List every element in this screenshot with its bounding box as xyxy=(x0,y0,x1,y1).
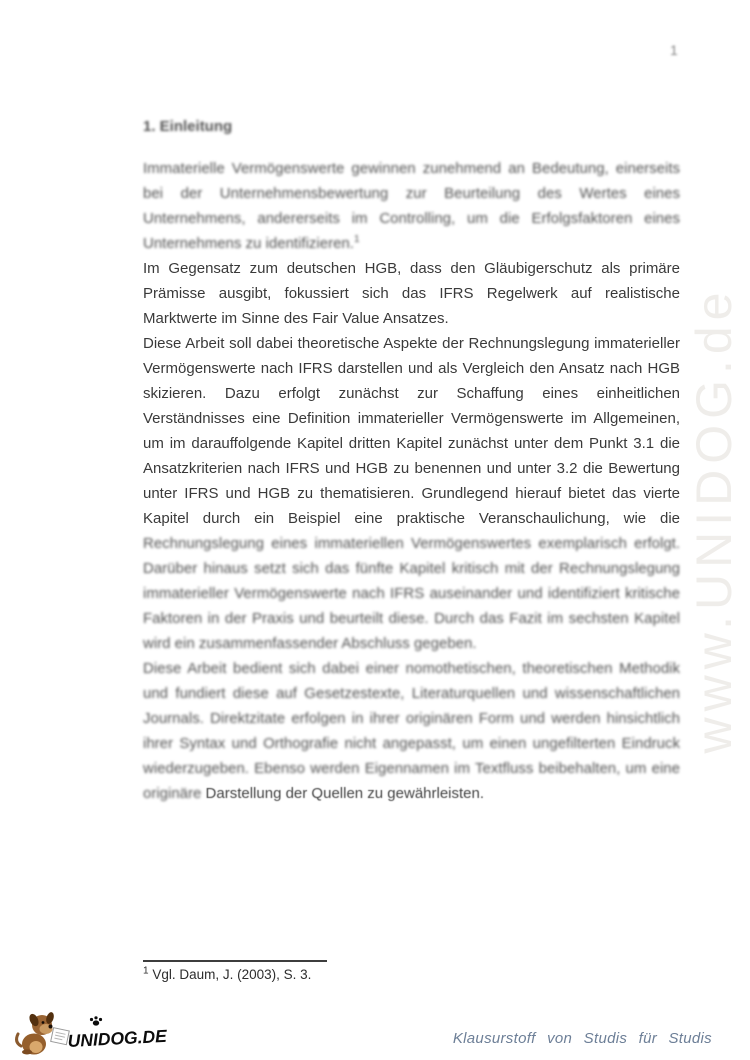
footnote-number: 1 xyxy=(143,965,149,977)
text-segment: Darstellung der Quellen zu gewährleisten. xyxy=(205,785,485,802)
footnote-text xyxy=(143,967,563,982)
paragraph xyxy=(143,331,680,656)
text-segment: Immaterielle Vermögenswerte gewinnen zunehmend an Bedeutung, einerseits bei der Unternehmensbewertung zur Beurteilung des Wertes eines Unternehmens, andererseits im Controlling, um die Erfolgsfaktoren eines Unternehmens zu identifizieren. xyxy=(143,160,680,252)
text-segment: Rechnungslegung eines immateriellen Vermögenswertes exemplarisch erfolgt. Darüber hinaus setzt sich das fünfte Kapitel kritisch mit der Rechnungslegung immaterieller Vermögenswerte nach IFRS auseinander und identifiziert kritische Faktoren in der Praxis und beurteilt diese. Durch das Fazit im sechsten Kapitel wird ein zusammenfassender Abschluss gegeben. xyxy=(143,535,680,652)
paragraph xyxy=(143,656,680,806)
text-segment: Diese Arbeit soll dabei theoretische Aspekte der Rechnungslegung immaterieller Vermögenswerte nach IFRS darstellen und als Vergleich den Ansatz nach HGB skizieren. Dazu erfolgt zunächst zur Schaffung eines einheitlichen Verständnisses eine Definition immaterieller Vermögenswerte im Allgemeinen, um im darauffolgende Kapitel dritten Kapitel zunächst unter dem Punkt 3.1 die Ansatzkriterien nach IFRS und HGB zu benennen und unter 3.2 die Bewertung unter IFRS und HGB zu thematisieren. Grundlegend hierauf bietet das vierte Kapitel durch ein Beispiel eine praktische Veranschaulichung, wie die xyxy=(143,335,680,527)
paragraph xyxy=(143,156,680,256)
footnote-block xyxy=(143,960,563,982)
text-segment: Diese Arbeit bedient sich dabei einer nomothetischen, theoretischen Methodik und fundiert diese auf Gesetzestexte, Literaturquellen und wissenschaftlichen Journals. Direktzitate erfolgen in ihrer originären Form und werden hinsichtlich ihrer Syntax und Orthografie nicht angepasst, um einen ungefilterten Eindruck wiederzugeben. Ebenso werden Eigennamen im Textfluss beibehalten, um eine originäre xyxy=(143,660,680,802)
section-heading: 1. Einleitung xyxy=(143,118,233,135)
footnote-marker: 1 xyxy=(353,234,360,245)
unidog-logo[interactable] xyxy=(12,1010,182,1058)
page-number: 1 xyxy=(670,42,678,58)
footer-tagline: Klausurstoff von Studis für Studis xyxy=(452,1030,712,1047)
footnote-separator xyxy=(143,960,327,962)
text-segment: Im Gegensatz zum deutschen HGB, dass den Gläubigerschutz als primäre Prämisse ausgibt, fokussiert sich das IFRS Regelwerk auf realistische Marktwerte im Sinne des Fair Value Ansatzes. xyxy=(143,260,680,327)
document-content xyxy=(143,118,680,806)
dog-mascot-icon xyxy=(17,1011,70,1054)
footnote-citation: Vgl. Daum, J. (2003), S. 3. xyxy=(148,967,312,982)
unidog-watermark: www.UNIDOG.de xyxy=(686,286,742,754)
document-body xyxy=(143,156,680,806)
paragraph xyxy=(143,256,680,331)
brand-text: UNIDOG.DE xyxy=(67,1025,168,1051)
paw-print-icon xyxy=(90,1016,102,1025)
